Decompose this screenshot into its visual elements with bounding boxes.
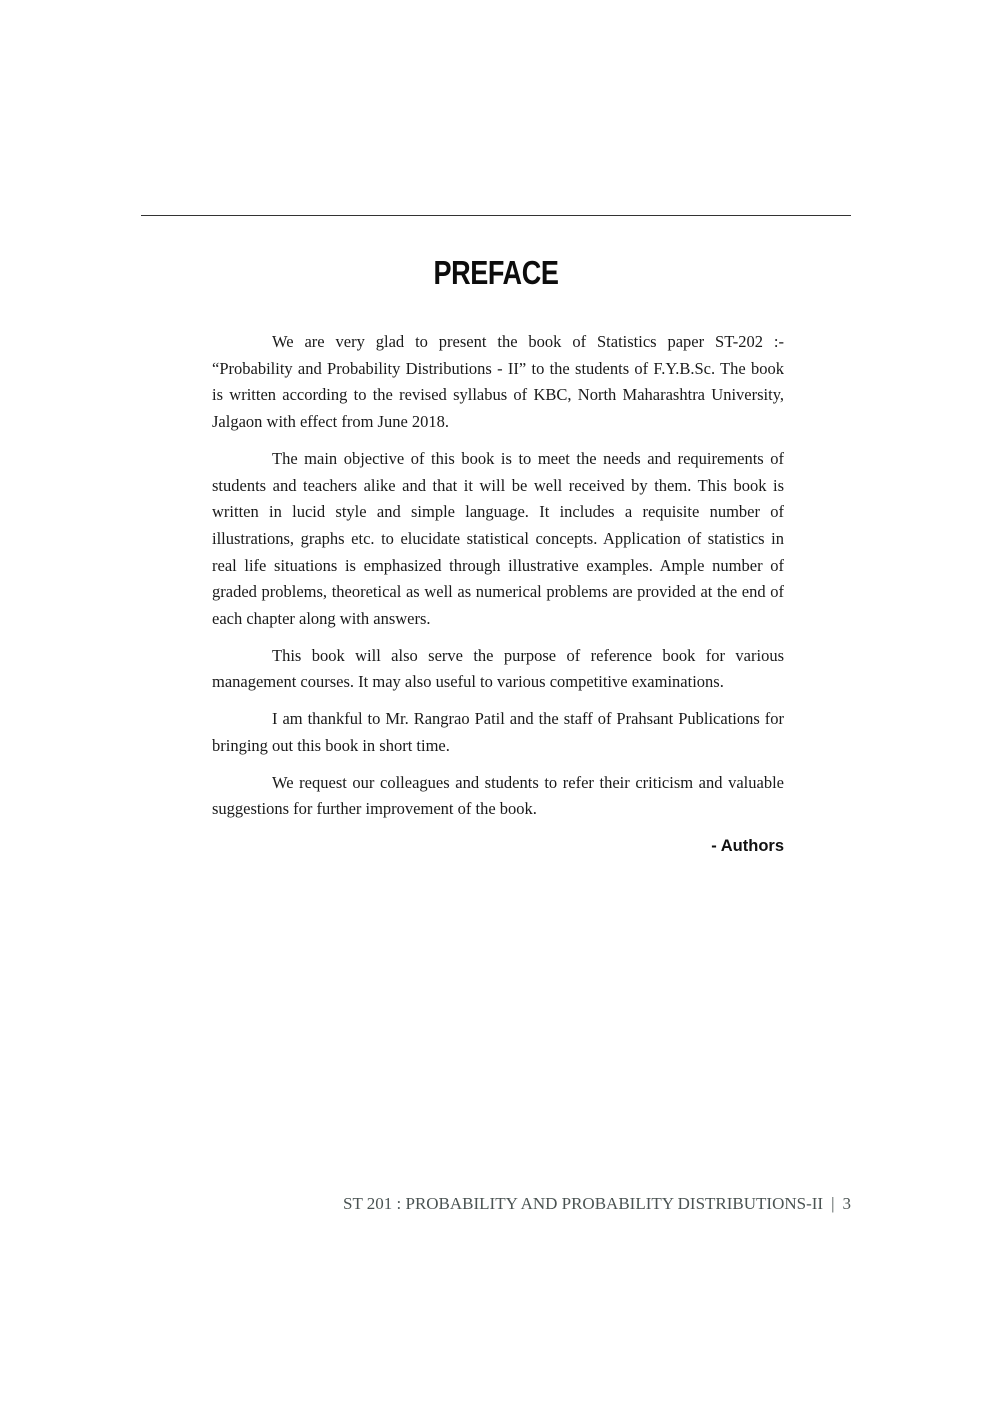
paragraph-4: I am thankful to Mr. Rangrao Patil and the staff of Prahsant Publications for bringing out this book in short time.: [212, 709, 784, 755]
preface-body: [212, 329, 784, 833]
paragraph-3: This book will also serve the purpose of reference book for various management courses. It may also useful to various competitive examinations.: [212, 645, 784, 692]
paragraph-1: We are very glad to present the book of Statistics paper ST-202 :- “Probability and Probability Distributions - II” to the students of F.Y.B.Sc. The book is written according to the revised syllabus of KBC, North Maharashtra University, Jalgaon with effect from June 2018.: [212, 332, 784, 432]
header-rule: [141, 215, 851, 216]
page-footer: [343, 1193, 851, 1215]
page-title: PREFACE: [433, 254, 559, 291]
paragraph-2: The main objective of this book is to meet the needs and requirements of students and teachers alike and that it will be well received by them. This book is written in lucid style and simple language. It includes a requisite number of illustrations, graphs etc. to elucidate statistical concepts. Application of statistics in real life situations is emphasized through illustrative examples. Ample number of graded problems, theoretical as well as numerical problems are provided at the end of each chapter along with answers.: [212, 448, 784, 629]
footer-separator: |: [831, 1194, 835, 1213]
paragraph-5: We request our colleagues and students to refer their criticism and valuable suggestions for further improvement of the book.: [212, 772, 784, 819]
signature: - Authors: [711, 837, 784, 855]
page-number: 3: [842, 1194, 851, 1213]
running-title: ST 201 : PROBABILITY AND PROBABILITY DISTRIBUTIONS-II: [342, 1194, 824, 1213]
